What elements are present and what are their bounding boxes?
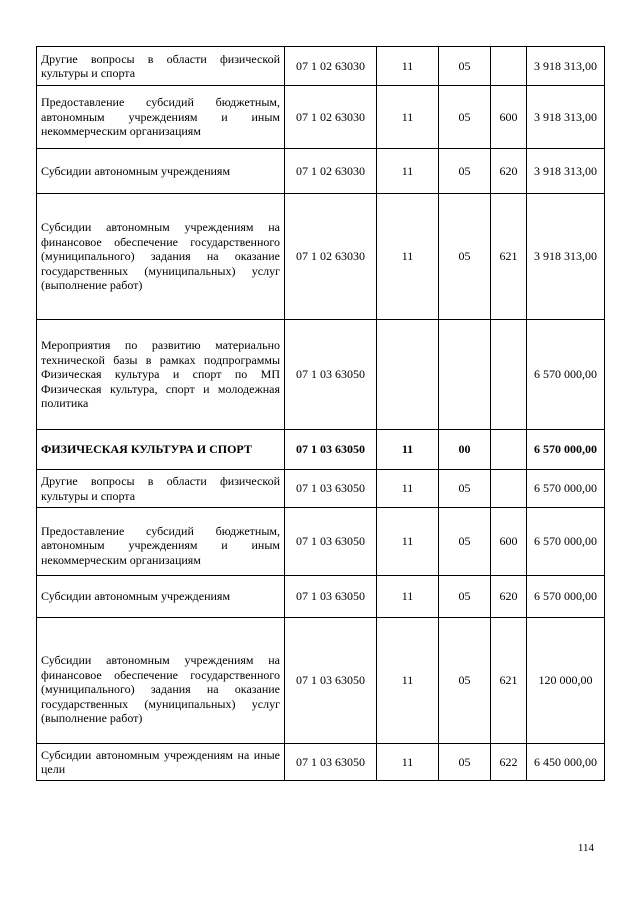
row-section: 11 (377, 430, 439, 470)
row-subsection: 05 (439, 576, 491, 618)
row-expense-type (491, 47, 527, 86)
row-amount: 6 570 000,00 (527, 470, 605, 508)
row-expense-type: 620 (491, 149, 527, 194)
row-target-code: 07 1 02 63030 (285, 47, 377, 86)
table-row (37, 508, 605, 576)
row-target-code: 07 1 03 63050 (285, 744, 377, 781)
row-section: 11 (377, 508, 439, 576)
row-amount: 3 918 313,00 (527, 47, 605, 86)
row-name: Другие вопросы в области физической культуры и спорта (37, 47, 285, 86)
row-section: 11 (377, 149, 439, 194)
row-target-code: 07 1 02 63030 (285, 149, 377, 194)
row-subsection: 05 (439, 149, 491, 194)
table-row (37, 618, 605, 744)
budget-table-body (37, 47, 605, 781)
row-name: Предоставление субсидий бюджетным, автономным учреждениям и иным некоммерческим организациям (37, 86, 285, 149)
table-row (37, 149, 605, 194)
budget-table (36, 46, 605, 781)
row-expense-type (491, 470, 527, 508)
row-expense-type (491, 320, 527, 430)
row-target-code: 07 1 03 63050 (285, 576, 377, 618)
row-expense-type: 620 (491, 576, 527, 618)
row-target-code: 07 1 03 63050 (285, 618, 377, 744)
row-expense-type: 621 (491, 194, 527, 320)
row-target-code: 07 1 02 63030 (285, 194, 377, 320)
row-subsection: 05 (439, 86, 491, 149)
row-amount: 6 570 000,00 (527, 320, 605, 430)
row-subsection: 05 (439, 47, 491, 86)
row-name: Субсидии автономным учреждениям на финансовое обеспечение государственного (муниципального) задания на оказание государственных (муниципальных) услуг (выполнение работ) (37, 194, 285, 320)
row-section: 11 (377, 470, 439, 508)
table-row (37, 744, 605, 781)
row-amount: 3 918 313,00 (527, 86, 605, 149)
row-subsection: 05 (439, 470, 491, 508)
row-name: Предоставление субсидий бюджетным, автономным учреждениям и иным некоммерческим организациям (37, 508, 285, 576)
row-name: Другие вопросы в области физической культуры и спорта (37, 470, 285, 508)
row-amount: 6 570 000,00 (527, 576, 605, 618)
row-expense-type: 600 (491, 86, 527, 149)
table-row (37, 194, 605, 320)
row-expense-type: 600 (491, 508, 527, 576)
row-amount: 3 918 313,00 (527, 194, 605, 320)
table-row (37, 47, 605, 86)
row-expense-type (491, 430, 527, 470)
row-amount: 3 918 313,00 (527, 149, 605, 194)
row-subsection: 00 (439, 430, 491, 470)
row-name: ФИЗИЧЕСКАЯ КУЛЬТУРА И СПОРТ (37, 430, 285, 470)
row-subsection (439, 320, 491, 430)
row-section: 11 (377, 47, 439, 86)
row-name: Субсидии автономным учреждениям на иные цели (37, 744, 285, 781)
row-amount: 6 570 000,00 (527, 508, 605, 576)
table-row-section-total (37, 430, 605, 470)
table-row (37, 86, 605, 149)
row-name: Субсидии автономным учреждениям (37, 576, 285, 618)
table-row (37, 470, 605, 508)
table-row (37, 576, 605, 618)
row-target-code: 07 1 03 63050 (285, 470, 377, 508)
row-subsection: 05 (439, 618, 491, 744)
table-row (37, 320, 605, 430)
row-subsection: 05 (439, 194, 491, 320)
row-section: 11 (377, 576, 439, 618)
row-expense-type: 621 (491, 618, 527, 744)
row-section: 11 (377, 86, 439, 149)
row-section (377, 320, 439, 430)
row-subsection: 05 (439, 744, 491, 781)
row-subsection: 05 (439, 508, 491, 576)
row-section: 11 (377, 618, 439, 744)
row-amount: 6 570 000,00 (527, 430, 605, 470)
row-name: Субсидии автономным учреждениям (37, 149, 285, 194)
row-target-code: 07 1 02 63030 (285, 86, 377, 149)
row-section: 11 (377, 744, 439, 781)
row-amount: 120 000,00 (527, 618, 605, 744)
row-section: 11 (377, 194, 439, 320)
row-name: Мероприятия по развитию материально технической базы в рамках подпрограммы Физическая культура и спорт по МП Физическая культура, спорт и молодежная политика (37, 320, 285, 430)
row-name: Субсидии автономным учреждениям на финансовое обеспечение государственного (муниципального) задания на оказание государственных (муниципальных) услуг (выполнение работ) (37, 618, 285, 744)
row-target-code: 07 1 03 63050 (285, 430, 377, 470)
row-expense-type: 622 (491, 744, 527, 781)
page-number: 114 (577, 842, 594, 854)
row-amount: 6 450 000,00 (527, 744, 605, 781)
row-target-code: 07 1 03 63050 (285, 320, 377, 430)
row-target-code: 07 1 03 63050 (285, 508, 377, 576)
